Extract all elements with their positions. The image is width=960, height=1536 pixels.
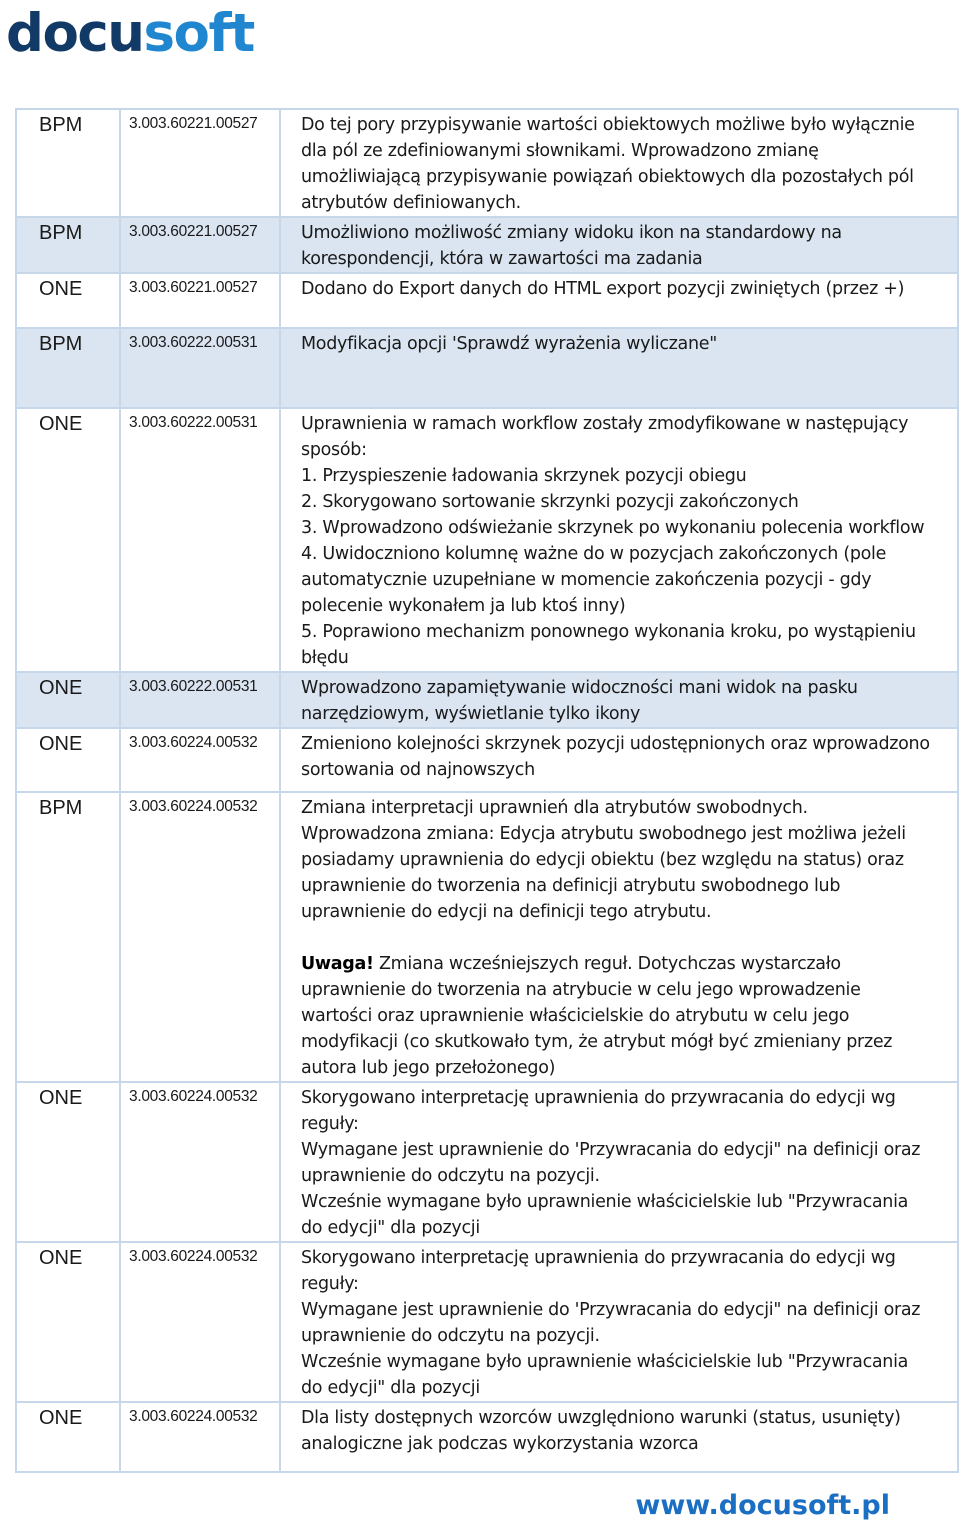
product-cell: ONE: [16, 728, 120, 792]
version-cell: 3.003.60221.00527: [120, 217, 280, 273]
description-line: Wcześnie wymagane było uprawnienie właścicielskie lub "Przywracania: [301, 1192, 909, 1212]
description-line: Wymagane jest uprawnienie do 'Przywracania do edycji" na definicji oraz: [301, 1140, 921, 1160]
product-cell: BPM: [16, 328, 120, 408]
note-line: wartości oraz uprawnienie właścicielskie do atrybutu w celu jego: [301, 1006, 850, 1026]
description-line: 5. Poprawiono mechanizm ponownego wykonania kroku, po wystąpieniu: [301, 622, 916, 642]
description-line: polecenie wykonałem ja lub ktoś inny): [301, 596, 626, 616]
description-line: Umożliwiono możliwość zmiany widoku ikon na standardowy na: [301, 223, 842, 243]
product-cell: ONE: [16, 408, 120, 672]
description-line: uprawnienie do tworzenia na definicji atrybutu swobodnego lub: [301, 876, 841, 896]
description-cell: [280, 728, 958, 792]
description-line: Dla listy dostępnych wzorców uwzględniono warunki (status, usunięty): [301, 1408, 901, 1428]
description-line: Zmiana interpretacji uprawnień dla atrybutów swobodnych.: [301, 798, 808, 818]
description-line: Zmieniono kolejności skrzynek pozycji udostępnionych oraz wprowadzono: [301, 734, 930, 754]
description-line: Wymagane jest uprawnienie do 'Przywracania do edycji" na definicji oraz: [301, 1300, 921, 1320]
version-cell: 3.003.60224.00532: [120, 1242, 280, 1402]
description-line: Wcześnie wymagane było uprawnienie właścicielskie lub "Przywracania: [301, 1352, 909, 1372]
description-line: automatycznie uzupełniane w momencie zakończenia pozycji - gdy: [301, 570, 872, 590]
table-row: [16, 672, 958, 728]
description-line: Dodano do Export danych do HTML export pozycji zwiniętych (przez +): [301, 279, 905, 299]
description-line: Skorygowano interpretację uprawnienia do przywracania do edycji wg: [301, 1088, 896, 1108]
description-line: sposób:: [301, 440, 367, 460]
description-line: reguły:: [301, 1274, 359, 1294]
description-cell: [280, 792, 958, 1082]
table-row: [16, 109, 958, 217]
note-line: modyfikacji (co skutkowało tym, że atrybut mógł być zmieniany przez: [301, 1032, 893, 1052]
description-line: 2. Skorygowano sortowanie skrzynki pozycji zakończonych: [301, 492, 799, 512]
description-line: posiadamy uprawnienia do edycji obiektu (bez względu na status) oraz: [301, 850, 904, 870]
note-line: [301, 951, 949, 977]
logo-part-1: docu: [6, 3, 144, 64]
note-label: Uwaga!: [301, 954, 374, 974]
version-cell: 3.003.60222.00531: [120, 408, 280, 672]
description-line: korespondencji, która w zawartości ma zadania: [301, 249, 703, 269]
version-cell: 3.003.60222.00531: [120, 328, 280, 408]
table-row: [16, 408, 958, 672]
description-line: narzędziowym, wyświetlanie tylko ikony: [301, 704, 641, 724]
description-line: reguły:: [301, 1114, 359, 1134]
description-cell: [280, 273, 958, 328]
table-row: [16, 217, 958, 273]
description-line: uprawnienie do edycji na definicji tego atrybutu.: [301, 902, 712, 922]
table-row: [16, 792, 958, 1082]
version-cell: 3.003.60224.00532: [120, 728, 280, 792]
product-cell: ONE: [16, 1242, 120, 1402]
description-line: do edycji" dla pozycji: [301, 1218, 480, 1238]
note-text: Zmiana wcześniejszych reguł. Dotychczas wystarczało: [373, 954, 841, 974]
version-cell: 3.003.60224.00532: [120, 792, 280, 1082]
table-row: [16, 728, 958, 792]
product-cell: ONE: [16, 1082, 120, 1242]
changelog-table: [15, 108, 959, 1473]
table-row: [16, 1402, 958, 1472]
table-row: [16, 328, 958, 408]
version-cell: 3.003.60222.00531: [120, 672, 280, 728]
description-cell: [280, 408, 958, 672]
description-line: Wprowadzona zmiana: Edycja atrybutu swobodnego jest możliwa jeżeli: [301, 824, 906, 844]
product-cell: BPM: [16, 792, 120, 1082]
version-cell: 3.003.60224.00532: [120, 1082, 280, 1242]
table-row: [16, 1082, 958, 1242]
product-cell: ONE: [16, 1402, 120, 1472]
description-line: dla pól ze zdefiniowanymi słownikami. Wprowadzono zmianę: [301, 141, 819, 161]
description-line: 3. Wprowadzono odświeżanie skrzynek po wykonaniu polecenia workflow: [301, 518, 925, 538]
version-cell: 3.003.60221.00527: [120, 273, 280, 328]
description-line: uprawnienie do odczytu na pozycji.: [301, 1166, 600, 1186]
description-cell: [280, 217, 958, 273]
description-cell: [280, 109, 958, 217]
description-line: błędu: [301, 648, 349, 668]
description-line: sortowania od najnowszych: [301, 760, 535, 780]
description-line: Skorygowano interpretację uprawnienia do przywracania do edycji wg: [301, 1248, 896, 1268]
description-line: Uprawnienia w ramach workflow zostały zmodyfikowane w następujący: [301, 414, 909, 434]
description-cell: [280, 328, 958, 408]
version-cell: 3.003.60221.00527: [120, 109, 280, 217]
product-cell: BPM: [16, 109, 120, 217]
description-cell: [280, 672, 958, 728]
table-row: [16, 1242, 958, 1402]
description-cell: [280, 1402, 958, 1472]
product-cell: ONE: [16, 672, 120, 728]
product-cell: ONE: [16, 273, 120, 328]
product-cell: BPM: [16, 217, 120, 273]
description-line: analogiczne jak podczas wykorzystania wzorca: [301, 1434, 699, 1454]
footer-url: www.docusoft.pl: [635, 1490, 890, 1521]
description-cell: [280, 1082, 958, 1242]
description-cell: [280, 1242, 958, 1402]
description-line: Modyfikacja opcji 'Sprawdź wyrażenia wyliczane": [301, 334, 717, 354]
description-line: do edycji" dla pozycji: [301, 1378, 480, 1398]
description-line: umożliwiającą przypisywanie powiązań obiektowych dla pozostałych pól: [301, 167, 914, 187]
description-line: 4. Uwidoczniono kolumnę ważne do w pozycjach zakończonych (pole: [301, 544, 887, 564]
note-line: autora lub jego przełożonego): [301, 1058, 556, 1078]
description-line: uprawnienie do odczytu na pozycji.: [301, 1326, 600, 1346]
version-cell: 3.003.60224.00532: [120, 1402, 280, 1472]
description-line: 1. Przyspieszenie ładowania skrzynek pozycji obiegu: [301, 466, 747, 486]
description-line: Do tej pory przypisywanie wartości obiektowych możliwe było wyłącznie: [301, 115, 915, 135]
description-line: Wprowadzono zapamiętywanie widoczności mani widok na pasku: [301, 678, 858, 698]
docusoft-logo: [6, 4, 254, 64]
note-line: uprawnienie do tworzenia na atrybucie w celu jego wprowadzenie: [301, 980, 861, 1000]
logo-part-2: soft: [143, 3, 254, 64]
table-row: [16, 273, 958, 328]
changelog-rows: [16, 109, 958, 1472]
description-line: atrybutów definiowanych.: [301, 193, 521, 213]
